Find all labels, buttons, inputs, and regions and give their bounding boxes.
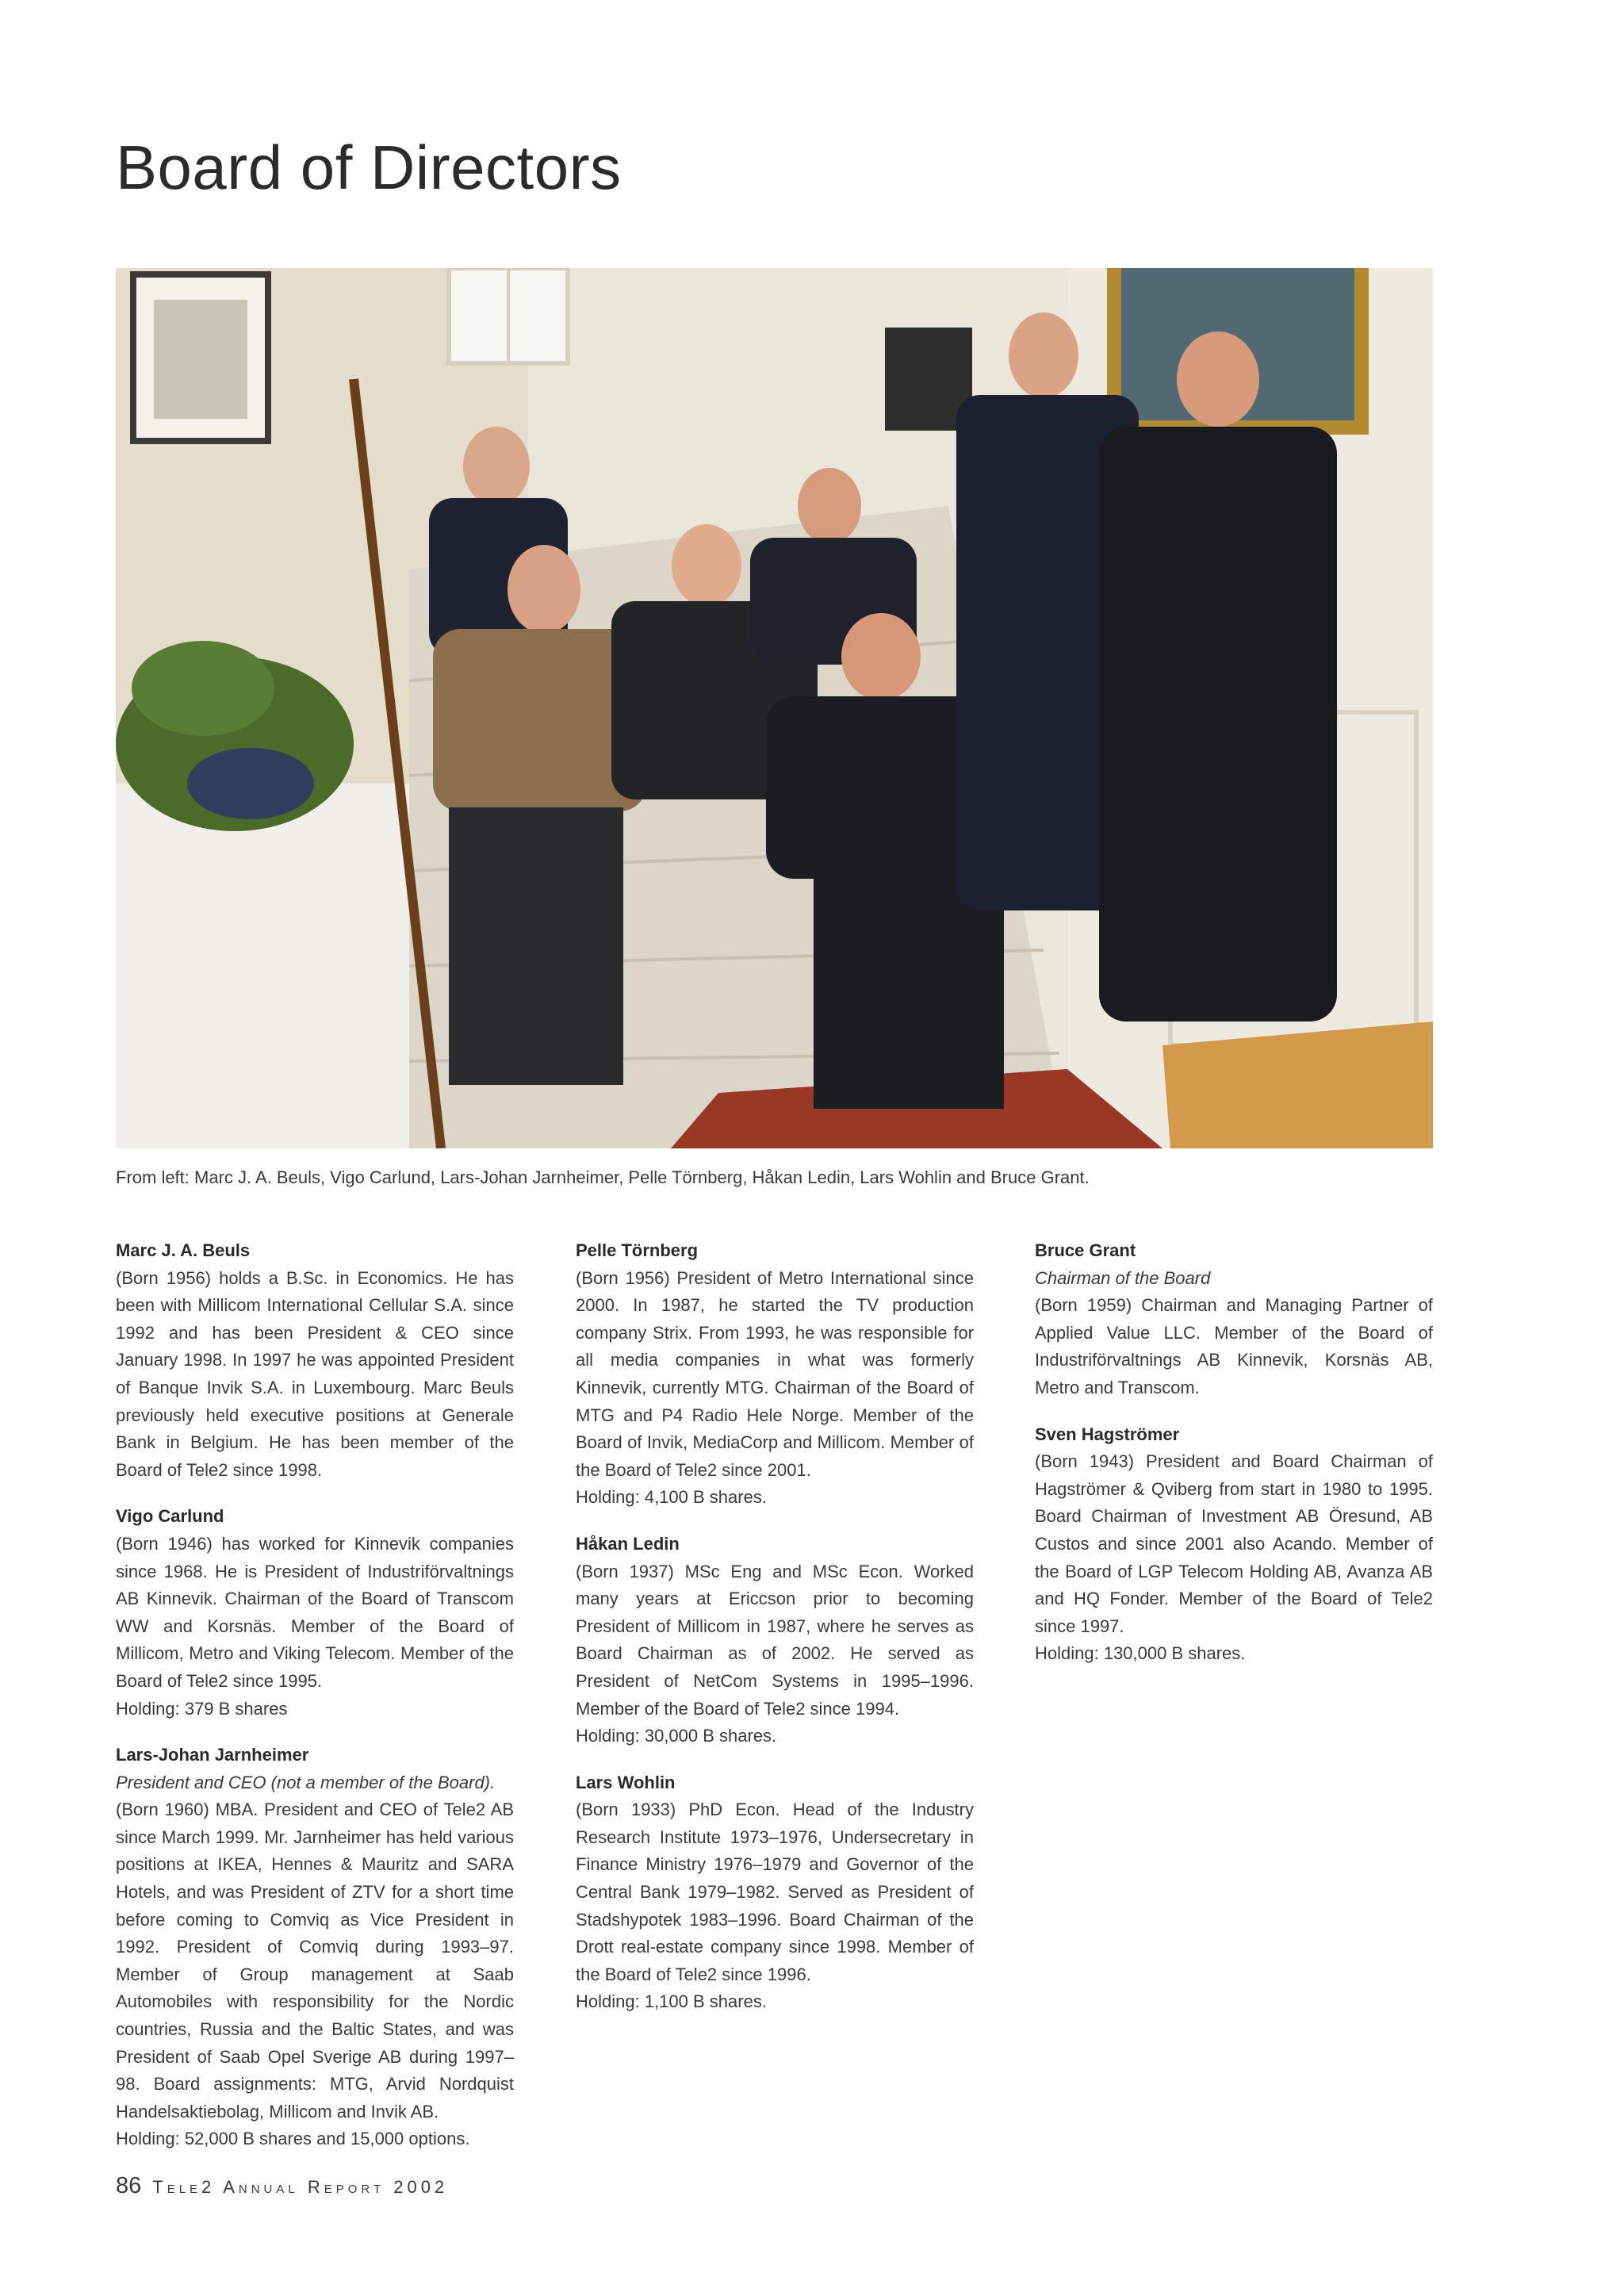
- bio-entry: [116, 1503, 514, 1723]
- bio-entry: [1035, 1237, 1433, 1402]
- bio-entry: [576, 1769, 974, 2016]
- bio-text: (Born 1960) MBA. President and CEO of Tele2 AB since March 1999. Mr. Jarnheimer has held various positions at IKEA, Hennes & Mauritz and SARA Hotels, and was President of ZTV for a short time before coming to Comviq as Vice President in 1992. President of Comviq during 1993–97. Member of Group management at Saab Automobiles with responsibility for the Nordic countries, Russia and the Baltic States, and was President of Saab Opel Sverige AB during 1997–98. Board assignments: MTG, Arvid Nordquist Handelsaktiebolag, Millicom and Invik AB.: [116, 1800, 514, 2122]
- bio-entry: [1035, 1421, 1433, 1668]
- bio-column-3: [1035, 1237, 1433, 1687]
- bio-text: (Born 1937) MSc Eng and MSc Econ. Worked many years at Ericcson prior to becoming President of Millicom in 1987, where he serves as Board Chairman as of 2002. He served as President of NetCom Systems in 1995–1996. Member of the Board of Tele2 since 1994.: [576, 1561, 974, 1719]
- bio-text: (Born 1956) holds a B.Sc. in Economics. He has been with Millicom International Cellular S.A. since 1992 and has been President & CEO since January 1998. In 1997 he was appointed President of Banque Invik S.A. in Luxembourg. Marc Beuls previously held executive positions at Generale Bank in Belgium. He has been member of the Board of Tele2 since 1998.: [116, 1267, 514, 1480]
- bio-name: Pelle Törnberg: [576, 1240, 699, 1260]
- bio-text: (Born 1959) Chairman and Managing Partner of Applied Value LLC. Member of the Board of Industriförvaltnings AB Kinnevik, Korsnäs AB, Metro and Transcom.: [1035, 1295, 1433, 1397]
- bio-holding: Holding: 30,000 B shares.: [576, 1726, 777, 1746]
- bio-holding: Holding: 379 B shares: [116, 1698, 288, 1719]
- bio-column-2: [576, 1237, 974, 2035]
- photo-caption: From left: Marc J. A. Beuls, Vigo Carlund, Lars-Johan Jarnheimer, Pelle Törnberg, Håkan Ledin, Lars Wohlin and Bruce Grant.: [116, 1167, 1090, 1187]
- page-title: Board of Directors: [116, 132, 622, 202]
- report-title: Tele2 Annual Report 2002: [152, 2177, 449, 2197]
- bio-holding: Holding: 1,100 B shares.: [576, 1991, 767, 2012]
- bio-entry: [576, 1531, 974, 1750]
- bio-column-1: [116, 1237, 514, 2172]
- bio-name: Bruce Grant: [1035, 1240, 1136, 1260]
- bio-name: Sven Hagströmer: [1035, 1424, 1180, 1444]
- bio-holding: Holding: 4,100 B shares.: [576, 1487, 767, 1508]
- bio-name: Lars-Johan Jarnheimer: [116, 1745, 309, 1765]
- bio-text: (Born 1956) President of Metro International since 2000. In 1987, he started the TV production company Strix. From 1993, he was responsible for all media companies in what was formerly Kinnevik, currently MTG. Chairman of the Board of MTG and P4 Radio Hele Norge. Member of the Board of Invik, MediaCorp and Millicom. Member of the Board of Tele2 since 2001.: [576, 1267, 974, 1480]
- bio-role: President and CEO (not a member of the Board).: [116, 1772, 496, 1792]
- bio-text: (Born 1943) President and Board Chairman of Hagströmer & Qviberg from start in 1980 to 1995. Board Chairman of Investment AB Öresund, AB Custos and since 2001 also Acando. Member of the Board of LGP Telecom Holding AB, Avanza AB and HQ Fonder. Member of the Board of Tele2 since 1997.: [1035, 1451, 1433, 1636]
- board-group-photo: [116, 268, 1433, 1148]
- bio-name: Vigo Carlund: [116, 1506, 224, 1527]
- page-footer: [116, 2173, 448, 2199]
- bio-holding: Holding: 52,000 B shares and 15,000 options.: [116, 2129, 470, 2149]
- bio-name: Lars Wohlin: [576, 1772, 676, 1792]
- bio-entry: [576, 1237, 974, 1512]
- bio-role: Chairman of the Board: [1035, 1267, 1211, 1288]
- bio-holding: Holding: 130,000 B shares.: [1035, 1643, 1246, 1664]
- bio-name: Håkan Ledin: [576, 1533, 680, 1554]
- bio-text: (Born 1946) has worked for Kinnevik companies since 1968. He is President of Industriförvaltnings AB Kinnevik. Chairman of the Board of Transcom WW and Korsnäs. Member of the Board of Millicom, Metro and Viking Telecom. Member of the Board of Tele2 since 1995.: [116, 1533, 514, 1691]
- bio-entry: [116, 1237, 514, 1484]
- bio-name: Marc J. A. Beuls: [116, 1240, 251, 1260]
- bio-entry: [116, 1742, 514, 2153]
- board-photo-illustration: [116, 268, 1433, 1148]
- bio-text: (Born 1933) PhD Econ. Head of the Industry Research Institute 1973–1976, Undersecretary in Finance Ministry 1976–1979 and Governor of the Central Bank 1979–1982. Served as President of Stadshypotek 1983–1996. Board Chairman of the Drott real-estate company since 1998. Member of the Board of Tele2 since 1996.: [576, 1800, 974, 1984]
- page-number: 86: [116, 2173, 142, 2198]
